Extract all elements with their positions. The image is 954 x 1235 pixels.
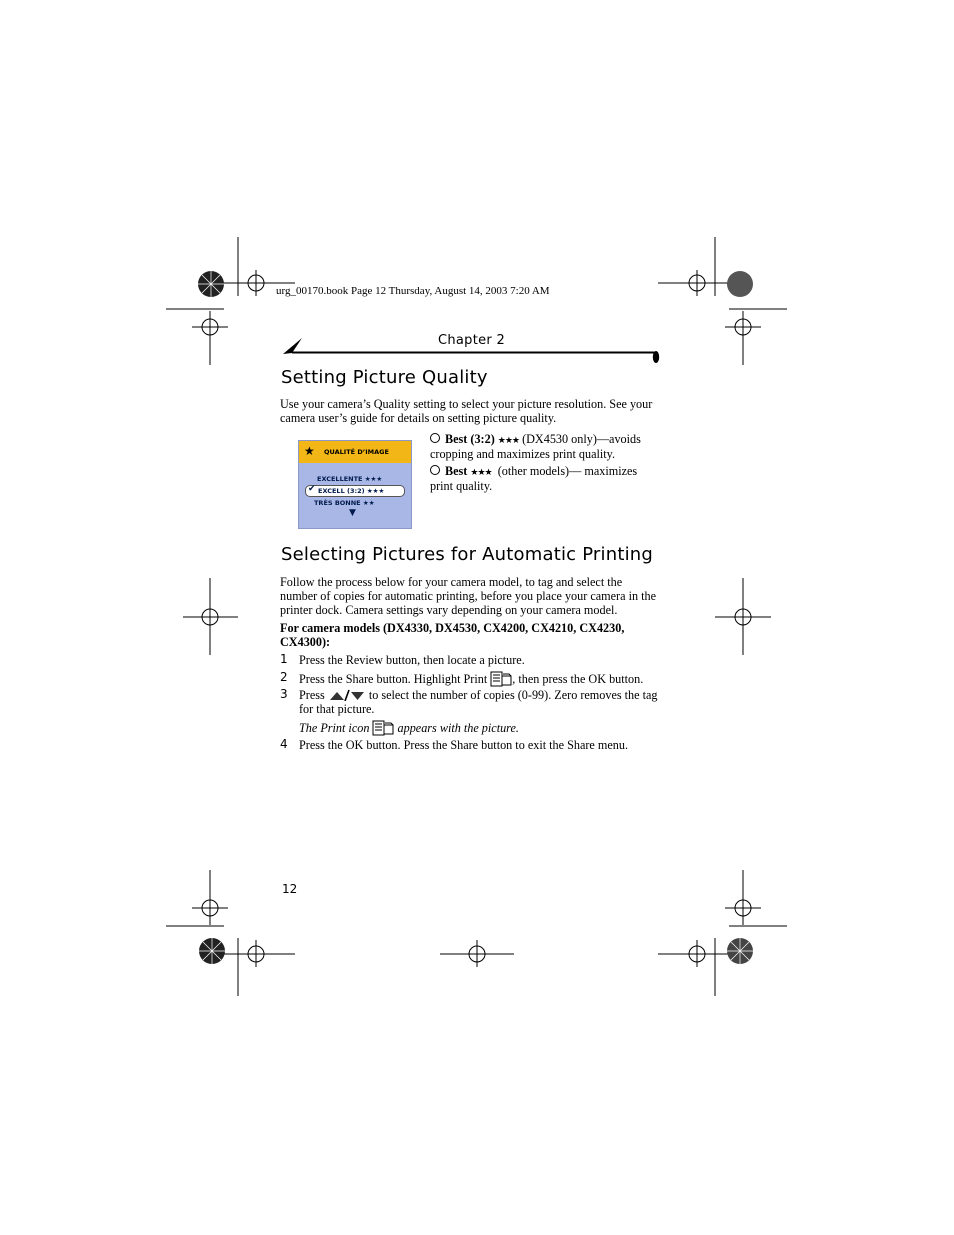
print-icon xyxy=(372,720,394,736)
step-3-result-part-a: The Print icon xyxy=(299,721,370,735)
models-heading: For camera models (DX4330, DX4530, CX4200, CX4210, CX4230, CX4300): xyxy=(280,621,625,649)
step-3-text xyxy=(299,688,661,716)
step-number: 2 xyxy=(280,670,288,684)
bullet-circle-icon xyxy=(430,465,440,475)
menu-row-tres-bonne: TRÈS BONNE ★★ xyxy=(314,499,375,507)
step-3-result-part-b: appears with the picture. xyxy=(397,721,519,735)
star-icon: ★ xyxy=(304,444,315,458)
chapter-label: Chapter 2 xyxy=(438,333,506,348)
quality-bullet-best xyxy=(430,464,660,493)
up-down-arrows-icon xyxy=(328,689,366,701)
bullet-text: (DX4530 only)—avoids cropping and maximizes print quality. xyxy=(430,432,641,461)
bullet-label: Best xyxy=(445,464,468,478)
menu-row-excell-3-2: EXCELL (3:2) ★★★ xyxy=(318,487,385,495)
page-number: 12 xyxy=(282,882,298,896)
section-title-printing: Selecting Pictures for Automatic Printing xyxy=(281,544,654,565)
print-header: urg_00170.book Page 12 Thursday, August 14, 2003 7:20 AM xyxy=(276,285,550,297)
printing-intro: Follow the process below for your camera model, to tag and select the number of copies for automatic printing, before you place your camera in the printer dock. Camera settings vary depending on your camera model. xyxy=(280,575,656,617)
screen-title: QUALITÉ D’IMAGE xyxy=(324,448,389,456)
bullet-text: (other models)— maximizes print quality. xyxy=(430,464,638,493)
step-3-text-part-b: to select the number of copies (0-99). Zero removes the tag for that picture. xyxy=(299,688,658,716)
bullet-label: Best (3:2) xyxy=(445,432,495,446)
step-number: 3 xyxy=(280,687,288,701)
step-4-text: Press the OK button. Press the Share button to exit the Share menu. xyxy=(299,738,629,752)
stars-icon: ★★★ xyxy=(497,435,520,445)
stars-icon: ★★★ xyxy=(470,467,492,477)
quality-bullet-best-3-2 xyxy=(430,432,660,461)
menu-row-excellente: EXCELLENTE ★★★ xyxy=(317,475,383,483)
step-2-text xyxy=(299,671,661,687)
check-icon: ✔ xyxy=(308,484,316,494)
step-number: 4 xyxy=(280,737,288,751)
print-icon xyxy=(490,671,512,687)
scroll-down-arrow-icon: ▼ xyxy=(349,508,356,518)
section-title-quality: Setting Picture Quality xyxy=(281,367,488,388)
step-2-text-part-a: Press the Share button. Highlight Print xyxy=(299,672,488,686)
step-3-result xyxy=(299,720,661,736)
step-3-text-part-a: Press xyxy=(299,688,325,702)
step-number: 1 xyxy=(280,652,288,666)
bullet-circle-icon xyxy=(430,433,440,443)
quality-intro: Use your camera’s Quality setting to select your picture resolution. See your camera user’s guide for details on setting picture quality. xyxy=(280,397,653,425)
step-1-text: Press the Review button, then locate a picture. xyxy=(299,653,525,667)
screen-header xyxy=(299,441,411,463)
step-2-text-part-b: , then press the OK button. xyxy=(512,672,644,686)
chapter-rule-ornament xyxy=(280,333,662,365)
quality-menu-screen xyxy=(298,440,412,529)
